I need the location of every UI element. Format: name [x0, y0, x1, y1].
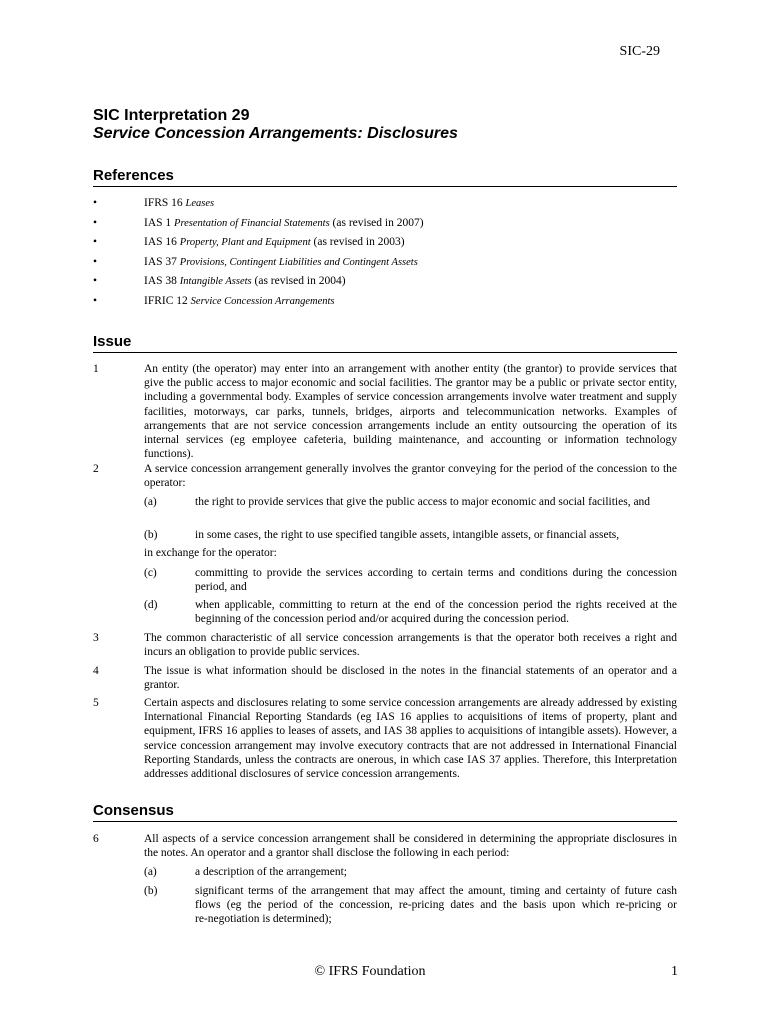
item-label: (d) [144, 599, 158, 611]
reference-title: Intangible Assets [179, 276, 252, 288]
consensus-heading: Consensus [93, 802, 677, 822]
reference-code: IAS 37 [144, 255, 177, 268]
reference-note: (as revised in 2004) [254, 275, 346, 288]
reference-code: IAS 16 [144, 236, 177, 249]
footer-page-number: 1 [671, 964, 678, 979]
exchange-text: in exchange for the operator: [144, 547, 277, 559]
paragraph-1 [93, 362, 677, 461]
paragraph-text: Certain aspects and disclosures relating to some service concession arrangements are already addressed by existing International Financial Reporting Standards (eg IAS 16 applies to acquisitions of items of property, plant and equipment, IFRS 16 applies to leases of assets, and IAS 38 applies to acquisitions of intangible assets). However, a service concession arrangement may involve executory contracts that are not addressed in International Financial Reporting Standards, unless the contracts are onerous, in which case IAS 37 applies. Therefore, this Interpretation addresses additional disclosures of service concession arrangements. [144, 697, 677, 781]
reference-item [93, 195, 677, 215]
item-text: the right to provide services that give the public access to major economic and social facilities, and [195, 496, 651, 508]
paragraph-3 [93, 631, 677, 659]
item-text: committing to provide the services according to certain terms and conditions during the concession period, and [195, 567, 677, 594]
paragraph-5 [93, 696, 677, 781]
paragraph-2a [144, 495, 677, 509]
paragraph-4 [93, 664, 677, 692]
paragraph-number: 1 [93, 363, 99, 375]
bullet: • [93, 255, 98, 268]
paragraph-2d [144, 598, 677, 626]
paragraph-number: 3 [93, 632, 99, 644]
references-heading: References [93, 167, 677, 187]
reference-item [93, 215, 677, 235]
item-label: (b) [144, 529, 158, 541]
bullet: • [93, 236, 98, 249]
bullet: • [93, 294, 98, 307]
item-text: a description of the arrangement; [195, 866, 347, 878]
reference-code: IAS 38 [144, 275, 177, 288]
paragraph-6a [144, 865, 677, 879]
paragraph-number: 2 [93, 463, 99, 475]
reference-item [93, 273, 677, 293]
item-label: (a) [144, 496, 157, 508]
paragraph-text: The common characteristic of all service concession arrangements is that the operator both receives a right and incurs an obligation to provide public services. [144, 632, 677, 659]
paragraph-number: 6 [93, 833, 99, 845]
reference-item [93, 293, 677, 313]
reference-title: Property, Plant and Equipment [179, 237, 311, 249]
reference-code: IFRS 16 [144, 197, 183, 209]
reference-note: (as revised in 2003) [313, 236, 405, 249]
bullet: • [93, 275, 98, 288]
reference-title: Service Concession Arrangements [190, 295, 335, 307]
paragraph-text: The issue is what information should be disclosed in the notes in the financial statements of an operator and a grantor. [144, 665, 677, 692]
reference-item [93, 234, 677, 254]
paragraph-6b [144, 884, 677, 927]
paragraph-text: All aspects of a service concession arrangement shall be considered in determining the appropriate disclosures in the notes. An operator and a grantor shall disclose the following in each period: [144, 833, 677, 860]
paragraph-2 [93, 462, 677, 490]
reference-note: (as revised in 2007) [332, 216, 424, 229]
paragraph-text: A service concession arrangement generally involves the grantor conveying for the period of the concession to the operator: [144, 463, 677, 490]
issue-heading: Issue [93, 333, 677, 353]
bullet: • [93, 216, 98, 229]
paragraph-number: 4 [93, 665, 99, 677]
item-label: (c) [144, 567, 157, 579]
paragraph-number: 5 [93, 697, 99, 709]
document-title: SIC Interpretation 29 [93, 107, 250, 124]
item-label: (a) [144, 866, 157, 878]
item-text: in some cases, the right to use specified tangible assets, intangible assets, or financial assets, [195, 529, 620, 541]
reference-title: Provisions, Contingent Liabilities and Contingent Assets [179, 256, 418, 268]
reference-title: Leases [185, 198, 215, 209]
document-subtitle: Service Concession Arrangements: Disclosures [93, 125, 458, 142]
page-header-doc-code: SIC‑29 [619, 44, 660, 59]
paragraph-2c [144, 566, 677, 594]
item-label: (b) [144, 885, 158, 897]
reference-item [93, 254, 677, 274]
item-text: significant terms of the arrangement that may affect the amount, timing and certainty of future cash flows (eg the period of the concession, re‑pricing dates and the basis upon which re‑pricing or re‑negotiation is determined); [195, 885, 677, 926]
references-list [93, 195, 677, 313]
item-text: when applicable, committing to return at the end of the concession period the rights received at the beginning of the concession period and/or acquired during the concession period. [195, 599, 677, 626]
bullet: • [93, 197, 98, 209]
reference-code: IAS 1 [144, 216, 172, 229]
paragraph-6 [93, 832, 677, 860]
paragraph-2b [144, 528, 677, 542]
reference-code: IFRIC 12 [144, 294, 188, 307]
paragraph-text: An entity (the operator) may enter into an arrangement with another entity (the grantor) to provide services that give the public access to major economic and social facilities. The grantor may be a public or private sector entity, including a governmental body. Examples of service concession arrangements involve water treatment and supply facilities, motorways, car parks, tunnels, bridges, airports and telecommunication networks. Examples of arrangements that are not service concession arrangements include an entity outsourcing the operation of its internal services (eg employee cafeteria, building maintenance, and accounting or information technology functions). [144, 363, 677, 461]
reference-title: Presentation of Financial Statements [174, 217, 330, 229]
footer-copyright: © IFRS Foundation [314, 964, 426, 979]
